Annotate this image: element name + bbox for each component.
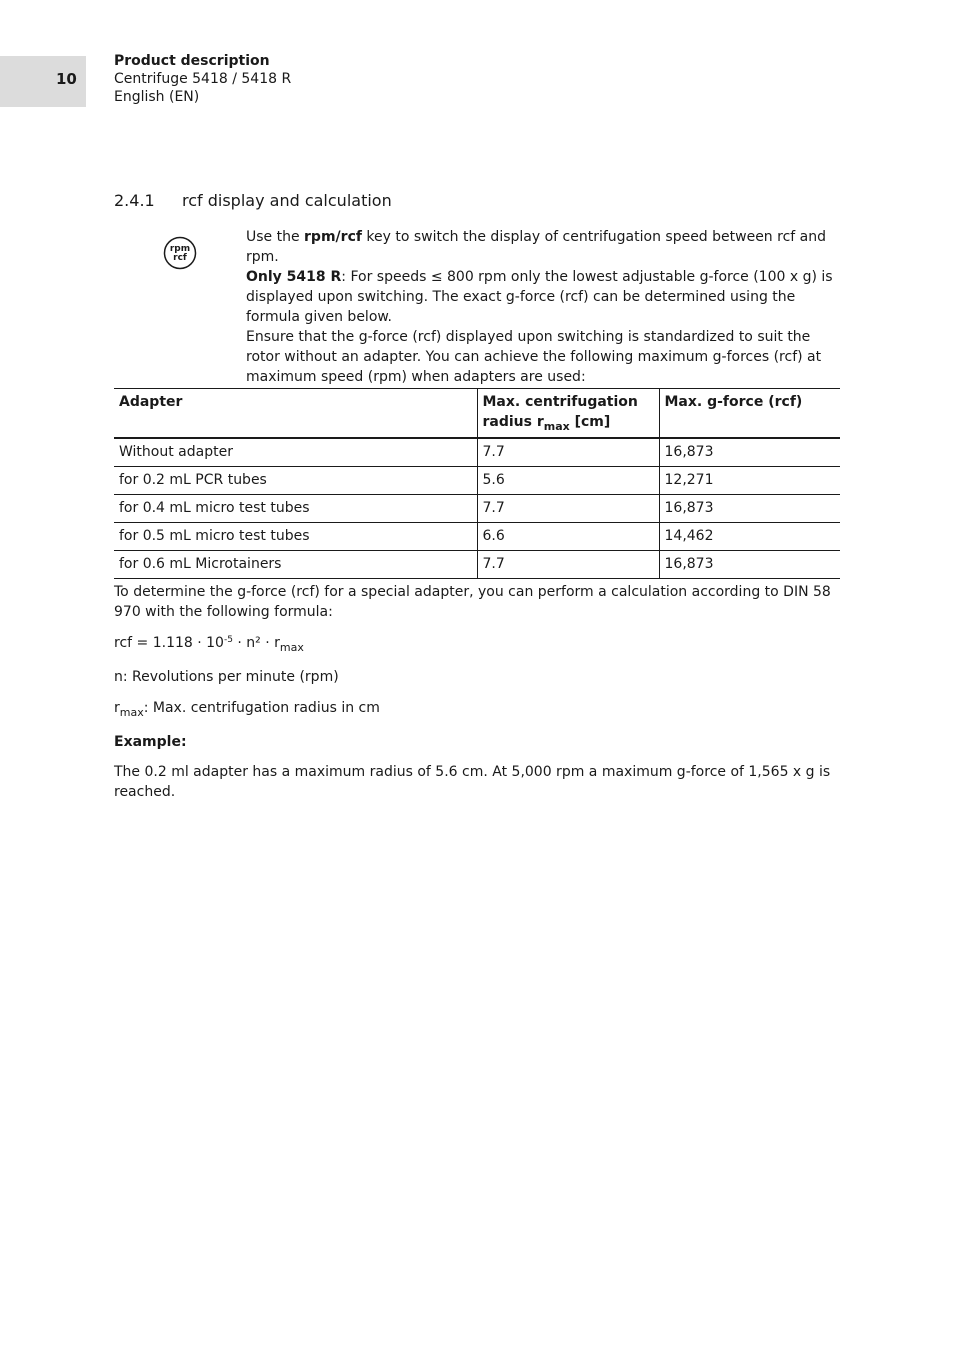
header-title: Product description <box>114 53 270 69</box>
intro-text <box>246 227 840 387</box>
header-product: Centrifuge 5418 / 5418 R <box>114 71 292 87</box>
header-language: English (EN) <box>114 89 200 105</box>
cell-adapter: Without adapter <box>114 438 477 467</box>
n-definition: n: Revolutions per minute (rpm) <box>114 669 339 685</box>
intro-paragraph-3: Ensure that the g-force (rcf) displayed upon switching is standardized to suit the rotor without an adapter. You can achieve the following maximum g-forces (rcf) at maximum speed (rpm) when adapters are used: <box>246 329 822 385</box>
cell-radius: 7.7 <box>477 495 659 523</box>
cell-adapter: for 0.5 mL micro test tubes <box>114 523 477 551</box>
cell-adapter: for 0.6 mL Microtainers <box>114 551 477 579</box>
cell-radius: 5.6 <box>477 467 659 495</box>
col-header-radius: Max. centrifugation radius $r_{max}$ [cm] <box>477 389 659 439</box>
model-note: Only 5418 R <box>246 269 342 285</box>
intro-paragraph-2: Only 5418 R: For speeds ≤ 800 rpm only the lowest adjustable g-force (100 x g) is displayed upon switching. The exact g-force (rcf) can be determined using the formula given below. <box>246 269 833 325</box>
table-header-row <box>114 389 840 439</box>
section-title: rcf display and calculation <box>182 191 392 210</box>
cell-radius: 7.7 <box>477 551 659 579</box>
cell-gforce: 14,462 <box>659 523 840 551</box>
cell-gforce: 16,873 <box>659 551 840 579</box>
r-definition: $r_{max}$: Max. centrifugation radius in cm <box>114 700 380 719</box>
intro-paragraph-1: Use the rpm/rcf key to switch the display of centrifugation speed between rcf and rpm. <box>246 229 826 265</box>
page-number: 10 <box>56 70 77 88</box>
cell-radius: 6.6 <box>477 523 659 551</box>
cell-radius: 7.7 <box>477 438 659 467</box>
cell-gforce: 12,271 <box>659 467 840 495</box>
table-row <box>114 495 840 523</box>
table-row <box>114 467 840 495</box>
section-number: 2.4.1 <box>114 191 155 210</box>
table-row <box>114 438 840 467</box>
example-label: Example: <box>114 734 187 750</box>
cell-adapter: for 0.2 mL PCR tubes <box>114 467 477 495</box>
section-heading <box>114 191 392 210</box>
example-text: The 0.2 ml adapter has a maximum radius of 5.6 cm. At 5,000 rpm a maximum g-force of 1,565 x g is reached. <box>114 764 831 800</box>
key-name: rpm/rcf <box>304 229 362 245</box>
table-row <box>114 523 840 551</box>
rpm-rcf-key-icon <box>163 236 197 270</box>
cell-gforce: 16,873 <box>659 438 840 467</box>
icon-label-rpm: rpm <box>169 244 191 254</box>
col-header-gforce: Max. g-force (rcf) <box>659 389 840 439</box>
cell-gforce: 16,873 <box>659 495 840 523</box>
table-row <box>114 551 840 579</box>
col-header-adapter: Adapter <box>114 389 477 439</box>
cell-adapter: for 0.4 mL micro test tubes <box>114 495 477 523</box>
calc-intro: To determine the g-force (rcf) for a special adapter, you can perform a calculation according to DIN 58 970 with the following formula: <box>114 584 831 620</box>
adapter-gforce-table <box>114 388 840 579</box>
rcf-formula: rcf = $1.118 \cdot 10^{-5} \cdot n^2 \cdot r_{max}$ <box>114 635 304 654</box>
running-header <box>114 52 291 106</box>
icon-label-rcf: rcf <box>173 253 187 263</box>
